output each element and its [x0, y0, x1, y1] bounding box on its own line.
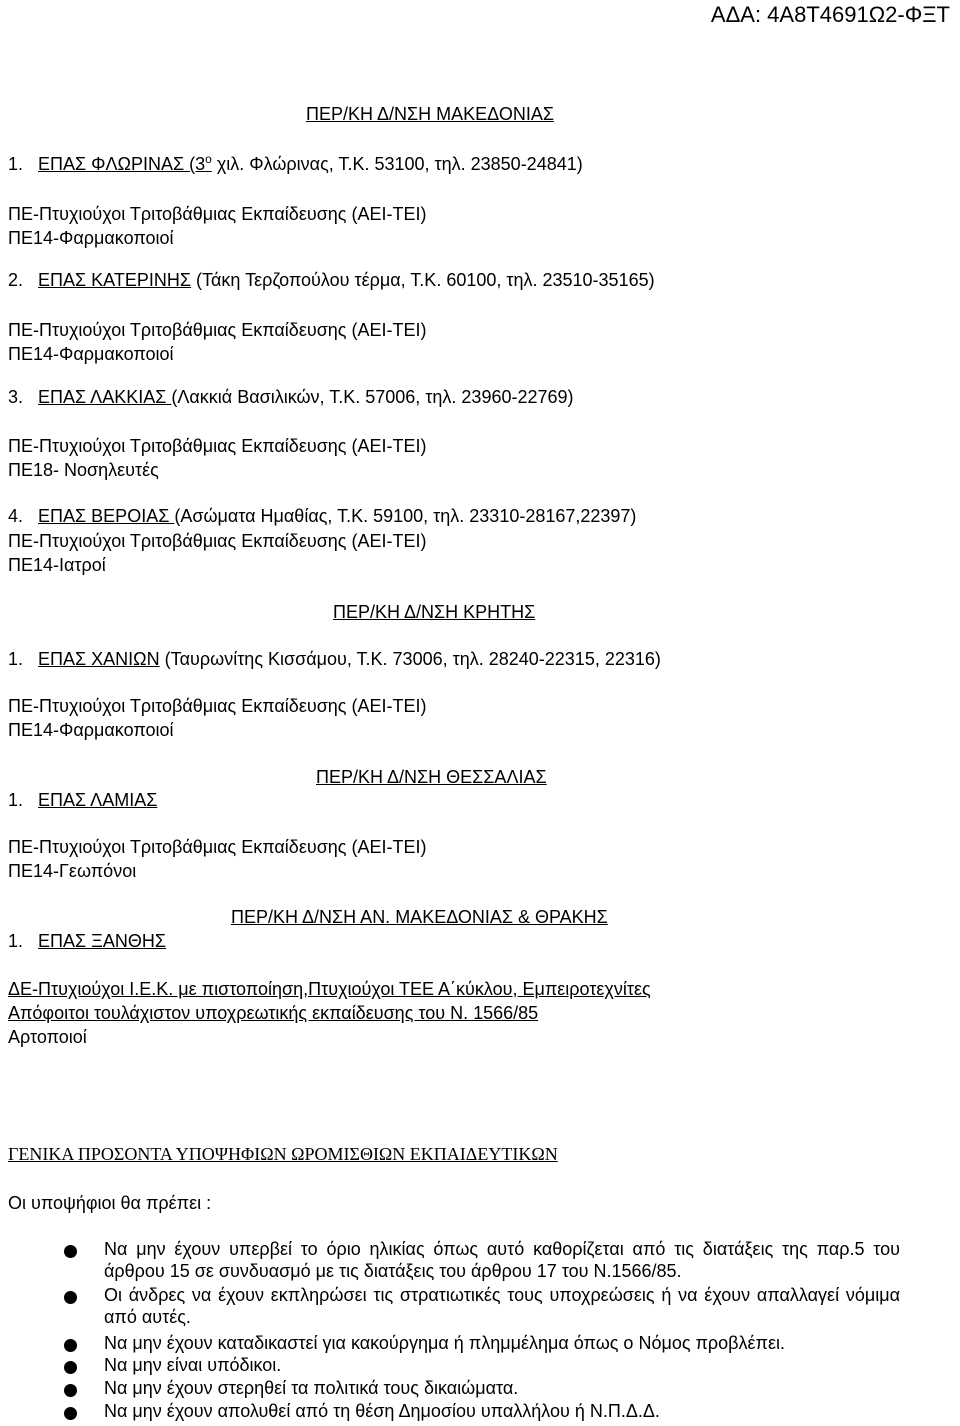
school-name: ΕΠΑΣ ΚΑΤΕΡΙΝΗΣ [38, 270, 191, 290]
education-level: ΠΕ-Πτυχιούχοι Τριτοβάθμιας Εκπαίδευσης (ΑΕΙ-ΤΕΙ) [8, 696, 427, 716]
school-number: 1. [8, 154, 24, 174]
bullet-icon [64, 1384, 77, 1397]
school-number: 2. [8, 270, 24, 290]
education-level-continued: Απόφοιτοι τουλάχιστον υποχρεωτικής εκπαίδευσης του Ν. 1566/85 [8, 1003, 539, 1023]
region-title-makedonia: ΠΕΡ/ΚΗ Δ/ΝΣΗ ΜΑΚΕΔΟΝΙΑΣ [306, 104, 554, 124]
bullet-icon [64, 1291, 77, 1304]
school-entry [8, 790, 157, 811]
school-number: 1. [8, 649, 24, 669]
specialty: ΠΕ18- Νοσηλευτές [8, 460, 159, 480]
school-name: ΕΠΑΣ ΧΑΝΙΩΝ [38, 649, 160, 669]
specialty: ΠΕ14-Γεωπόνοι [8, 861, 137, 881]
education-level: ΠΕ-Πτυχιούχοι Τριτοβάθμιας Εκπαίδευσης (ΑΕΙ-ΤΕΙ) [8, 531, 427, 551]
general-qualifications-heading: ΓΕΝΙΚΑ ΠΡΟΣΟΝΤΑ ΥΠΟΨΗΦΙΩΝ ΩΡΟΜΙΣΘΙΩΝ ΕΚΠΑΙΔΕΥΤΙΚΩΝ [8, 1144, 558, 1164]
list-item: Να μην έχουν καταδικαστεί για κακούργημα ή πλημμέλημα όπως ο Νόμος προβλέπει. [104, 1333, 786, 1353]
school-name: ΕΠΑΣ ΛΑΜΙΑΣ [38, 790, 158, 810]
bullet-icon [64, 1407, 77, 1420]
school-name: ΕΠΑΣ ΒΕΡΟΙΑΣ [38, 506, 175, 526]
school-number: 1. [8, 931, 24, 951]
school-entry [8, 154, 583, 175]
school-number: 4. [8, 506, 24, 526]
school-address: (Ταυρωνίτης Κισσάμου, Τ.Κ. 73006, τηλ. 28240-22315, 22316) [159, 649, 661, 669]
school-number: 1. [8, 790, 24, 810]
intro-text: Οι υποψήφιοι θα πρέπει : [8, 1193, 212, 1213]
school-address: (Λακκιά Βασιλικών, Τ.Κ. 57006, τηλ. 23960-22769) [171, 387, 574, 407]
education-level: ΠΕ-Πτυχιούχοι Τριτοβάθμιας Εκπαίδευσης (ΑΕΙ-ΤΕΙ) [8, 204, 427, 224]
region-title-kriti: ΠΕΡ/ΚΗ Δ/ΝΣΗ ΚΡΗΤΗΣ [333, 602, 536, 622]
school-name: ΕΠΑΣ ΞΑΝΘΗΣ [38, 931, 166, 951]
specialty: ΠΕ14-Φαρμακοποιοί [8, 228, 174, 248]
school-name: ΕΠΑΣ ΦΛΩΡΙΝΑΣ ($3^o$ [38, 152, 212, 174]
bullet-icon [64, 1339, 77, 1352]
school-number: 3. [8, 387, 24, 407]
school-name: ΕΠΑΣ ΛΑΚΚΙΑΣ [38, 387, 172, 407]
list-item: Να μην είναι υπόδικοι. [104, 1355, 282, 1375]
list-item: Να μην έχουν απολυθεί από τη θέση Δημοσίου υπαλλήλου ή Ν.Π.Δ.Δ. [104, 1401, 660, 1421]
region-title-thessalia: ΠΕΡ/ΚΗ Δ/ΝΣΗ ΘΕΣΣΑΛΙΑΣ [316, 767, 547, 787]
school-address: (Τάκη Τερζοπούλου τέρμα, Τ.Κ. 60100, τηλ. 23510-35165) [190, 270, 655, 290]
school-address: χιλ. Φλώρινας, Τ.Κ. 53100, τηλ. 23850-24841) [211, 154, 583, 174]
school-entry [8, 270, 655, 291]
school-entry [8, 387, 574, 408]
specialty: Αρτοποιοί [8, 1027, 87, 1047]
specialty: ΠΕ14-Φαρμακοποιοί [8, 344, 174, 364]
bullet-icon [64, 1245, 77, 1258]
education-level: ΠΕ-Πτυχιούχοι Τριτοβάθμιας Εκπαίδευσης (ΑΕΙ-ΤΕΙ) [8, 320, 427, 340]
list-item: Να μην έχουν στερηθεί τα πολιτικά τους δικαιώματα. [104, 1378, 519, 1398]
school-entry [8, 649, 661, 670]
school-address: (Ασώματα Ημαθίας, Τ.Κ. 59100, τηλ. 23310-28167,22397) [174, 506, 637, 526]
education-level: ΠΕ-Πτυχιούχοι Τριτοβάθμιας Εκπαίδευσης (ΑΕΙ-ΤΕΙ) [8, 837, 427, 857]
bullet-icon [64, 1361, 77, 1374]
list-item: Να μην έχουν υπερβεί το όριο ηλικίας όπως αυτό καθορίζεται από τις διατάξεις της παρ.5 του άρθρου 15 σε συνδυασμό με τις διατάξεις του άρθρου 17 του Ν.1566/85. [104, 1239, 900, 1281]
document-ada-code: ΑΔΑ: 4Α8Τ4691Ω2-ΦΞΤ [710, 2, 950, 27]
education-level: ΔΕ-Πτυχιούχοι Ι.Ε.Κ. με πιστοποίηση,Πτυχιούχοι ΤΕΕ Α΄κύκλου, Εμπειροτεχνίτες [8, 979, 651, 999]
school-entry [8, 506, 636, 527]
list-item: Οι άνδρες να έχουν εκπληρώσει τις στρατιωτικές τους υποχρεώσεις ή να έχουν απαλλαγεί νόμιμα από αυτές. [104, 1285, 900, 1327]
specialty: ΠΕ14-Φαρμακοποιοί [8, 720, 174, 740]
school-entry [8, 931, 166, 952]
region-title-thraki: ΠΕΡ/ΚΗ Δ/ΝΣΗ ΑΝ. ΜΑΚΕΔΟΝΙΑΣ & ΘΡΑΚΗΣ [231, 907, 608, 927]
specialty: ΠΕ14-Ιατροί [8, 555, 106, 575]
education-level: ΠΕ-Πτυχιούχοι Τριτοβάθμιας Εκπαίδευσης (ΑΕΙ-ΤΕΙ) [8, 436, 427, 456]
